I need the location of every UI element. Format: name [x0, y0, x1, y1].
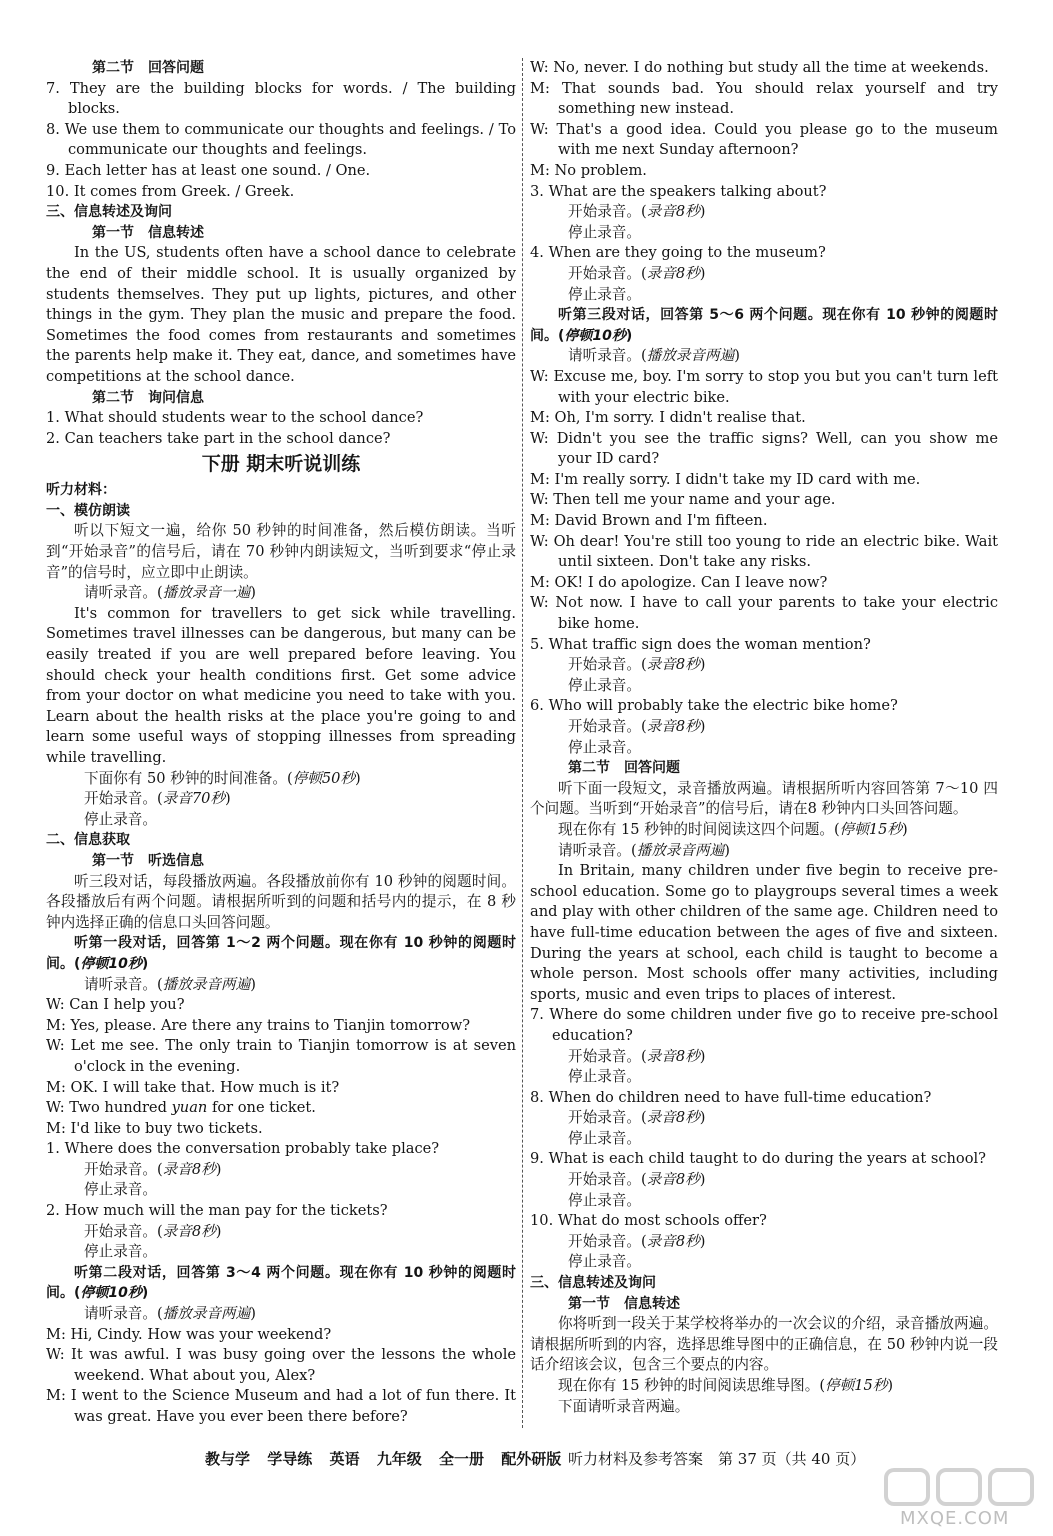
dialogue-line: M: I went to the Science Museum and had a lot of fun there. It was great. Have you ever been there before?: [46, 1387, 516, 1425]
instruction: 停止录音。: [568, 1129, 641, 1147]
text: ): [887, 1377, 894, 1394]
watermark-text: MXQE.COM: [900, 1508, 1010, 1529]
text: 停顿15秒: [825, 1377, 888, 1394]
instruction: [46, 933, 516, 974]
instruction: 停止录音。: [568, 1068, 641, 1086]
instruction: [530, 841, 998, 862]
section-heading: 第二节 回答问题: [92, 60, 204, 76]
instruction: 停止录音。: [84, 1243, 157, 1261]
text: ): [141, 955, 149, 972]
text: W: Two hundred: [46, 1099, 172, 1117]
paragraph: In Britain, many children under five begin to receive pre-school education. Some go to playgroups several times a week and play with other children of the same age. Children need to have full-time education between the ages of five and sixteen. During the years at school, each child is taught to become a whole person. Most schools offer many activities, including sports, music and even trips to places of interest.: [530, 862, 998, 1003]
text: 开始录音。(: [568, 718, 647, 735]
instruction: [530, 717, 998, 738]
question-item: 6. Who will probably take the electric bike home?: [530, 697, 898, 715]
dialogue-line: M: I'd like to buy two tickets.: [46, 1119, 263, 1137]
text: 停顿15秒: [839, 820, 902, 838]
instruction: [530, 655, 998, 676]
text: 停顿50秒: [292, 769, 356, 787]
question-item: 8. When do children need to have full-time education?: [530, 1088, 932, 1106]
instruction: 停止录音。: [84, 1181, 157, 1199]
section-heading: 第一节 信息转述: [568, 1295, 680, 1312]
text: ): [699, 1047, 706, 1065]
text: 录音8秒: [646, 1109, 700, 1127]
dialogue-line: M: Oh, I'm sorry. I didn't realise that.: [530, 409, 806, 427]
question-item: 1. What should students wear to the school dance?: [46, 409, 424, 427]
instruction: 你将听到一段关于某学校将举办的一次会议的介绍，录音播放两遍。请根据所听到的内容，选择思维导图中的正确信息，在 50 秒钟内说一段话介绍该会议，包含三个要点的内容。: [530, 1315, 998, 1374]
dialogue-line: W: That's a good idea. Could you please go to the museum with me next Sunday afternoon?: [530, 120, 998, 159]
dialogue-line: [46, 1098, 516, 1119]
right-column: [530, 58, 998, 1417]
instruction: [46, 583, 516, 604]
text: 录音70秒: [162, 790, 226, 808]
dialogue-line: W: It was awful. I was busy going over the lessons the whole weekend. What about you, Alex?: [46, 1346, 516, 1384]
page-title: 下册 期末听说训练: [201, 453, 361, 476]
instruction: [530, 202, 998, 223]
dialogue-line: M: I'm really sorry. I didn't take my ID card with me.: [530, 470, 921, 488]
instruction: 停止录音。: [568, 285, 641, 303]
text: 开始录音。(: [568, 264, 647, 282]
left-column: [46, 58, 516, 1428]
footer-text: 九年级: [376, 1450, 422, 1468]
text: for one ticket.: [207, 1099, 316, 1117]
text: 播放录音两遍: [162, 1305, 251, 1323]
paragraph: In the US, students often have a school dance to celebrate the end of their middle school. It is usually organized by students themselves. They put up lights, pictures, and other things in the gym. They plan the music and prepare the food. Sometimes the food comes from restaurants and sometimes the parents help make it. They eat, dance, and sometimes have competitions at the school dance.: [46, 244, 516, 385]
text: 播放录音两遍: [162, 975, 251, 993]
instruction: 停止录音。: [568, 1191, 641, 1209]
question-item: 9. What is each child taught to do during the years at school?: [530, 1150, 986, 1168]
instruction: [46, 789, 516, 810]
section-heading: 听力材料：: [46, 482, 116, 499]
question-item: 3. What are the speakers talking about?: [530, 182, 827, 200]
instruction: [530, 1170, 998, 1191]
dialogue-line: W: Not now. I have to call your parents to take your electric bike home.: [530, 594, 998, 633]
column-divider: [522, 58, 523, 1428]
text: 开始录音。(: [568, 1047, 647, 1065]
answer-item: 7. They are the building blocks for words. / The building blocks.: [46, 79, 516, 118]
text: 现在你有 15 秒钟的时间阅读这四个问题。(: [558, 820, 840, 838]
instruction: 停止录音。: [568, 676, 641, 694]
instruction: 听三段对话，每段播放两遍。各段播放前你有 10 秒钟的阅题时间。各段播放后有两个问题。请根据所听到的问题和括号内的提示，在 8 秒钟内选择正确的信息口头回答问题。: [46, 872, 516, 931]
text: ): [215, 1160, 222, 1178]
text: ): [699, 203, 706, 221]
text: 开始录音。(: [84, 1222, 163, 1240]
section-heading: 一、模仿朗读: [46, 502, 130, 519]
text: 请听录音。(: [84, 1305, 163, 1323]
text: ): [215, 1222, 222, 1240]
instruction: 听以下短文一遍，给你 50 秒钟的时间准备，然后模仿朗读。当听到“开始录音”的信号后，请在 70 秒钟内朗读短文，当听到要求“停止录音”的信号时，应立即中止朗读。: [46, 522, 516, 581]
question-item: 7. Where do some children under five go to receive pre-school education?: [530, 1006, 998, 1044]
text: 停顿10秒: [80, 955, 142, 972]
text: 请听录音。(: [84, 584, 163, 602]
instruction: [530, 305, 998, 346]
text: 停顿10秒: [564, 327, 626, 344]
dialogue-line: W: No, never. I do nothing but study all the time at weekends.: [530, 59, 989, 76]
footer-text: 配外研版: [501, 1450, 562, 1468]
text: 录音8秒: [646, 264, 700, 282]
text: 现在你有 15 秒钟的时间阅读思维导图。(: [558, 1377, 826, 1394]
text: 下面你有 50 秒钟的时间准备。(: [84, 769, 293, 787]
section-heading: 第二节 询问信息: [92, 389, 204, 406]
text: yuan: [171, 1099, 208, 1117]
text: 开始录音。(: [84, 1160, 163, 1178]
answer-item: 9. Each letter has at least one sound. / One.: [46, 161, 371, 179]
dialogue-line: W: Let me see. The only train to Tianjin tomorrow is at seven o'clock in the evening.: [46, 1037, 516, 1075]
footer-text: 全一册: [439, 1450, 485, 1468]
dialogue-line: M: OK. I will take that. How much is it?: [46, 1078, 340, 1096]
question-item: 2. Can teachers take part in the school dance?: [46, 429, 391, 447]
dialogue-line: M: Yes, please. Are there any trains to Tianjin tomorrow?: [46, 1016, 471, 1034]
text: 停顿10秒: [80, 1285, 142, 1302]
instruction: [530, 1232, 998, 1253]
text: 录音8秒: [162, 1160, 216, 1178]
text: ): [724, 841, 730, 859]
instruction: 停止录音。: [568, 223, 641, 241]
question-item: 4. When are they going to the museum?: [530, 244, 826, 262]
instruction: [46, 1160, 516, 1181]
text: ): [699, 656, 706, 674]
text: 请听录音。(: [558, 841, 637, 859]
paragraph: It's common for travellers to get sick while travelling. Sometimes travel illnesses can be dangerous, but many can be easily treated if you are well prepared before leaving. You should check your health conditions first. Get some advice from your doctor on what medicine you need to take with you. Learn about the health risks at the place you're going to and learn some useful ways of stopping illnesses from spreading while travelling.: [46, 604, 516, 766]
text: 录音8秒: [162, 1222, 216, 1240]
section-heading: 三、信息转述及询问: [46, 204, 172, 221]
dialogue-line: W: Can I help you?: [46, 996, 185, 1014]
section-heading: 二、信息获取: [46, 832, 130, 849]
footer-text: 教与学: [205, 1450, 251, 1468]
text: 开始录音。(: [568, 1171, 647, 1189]
text: 开始录音。(: [568, 1109, 647, 1127]
instruction: [46, 769, 516, 790]
dialogue-line: W: Didn't you see the traffic signs? Well, can you show me your ID card?: [530, 429, 998, 468]
instruction: [530, 1376, 998, 1397]
text: 开始录音。(: [84, 790, 163, 808]
dialogue-line: M: OK! I do apologize. Can I leave now?: [530, 573, 828, 591]
dialogue-line: W: Oh dear! You're still too young to ride an electric bike. Wait until sixteen. Don't take any risks.: [530, 532, 998, 571]
text: ): [699, 264, 706, 282]
section-heading: 第一节 信息转述: [92, 224, 204, 241]
dialogue-line: M: David Brown and I'm fifteen.: [530, 512, 768, 530]
text: 请听录音。(: [568, 347, 647, 365]
question-item: 10. What do most schools offer?: [530, 1212, 767, 1230]
text: ): [699, 1232, 706, 1250]
instruction: [530, 346, 998, 367]
text: ): [355, 769, 361, 787]
section-heading: 三、信息转述及询问: [530, 1275, 656, 1292]
section-heading: 第一节 听选信息: [92, 852, 204, 869]
text: 听第一段对话，回答第 1～2 两个问题。现在你有 10 秒钟的阅题时间。(: [46, 935, 516, 972]
text: 播放录音两遍: [636, 841, 725, 859]
text: 录音8秒: [646, 203, 700, 221]
text: 播放录音两遍: [646, 347, 735, 365]
dialogue-line: W: Excuse me, boy. I'm sorry to stop you but you can't turn left with your electric bike.: [530, 367, 998, 406]
text: ): [734, 347, 740, 365]
text: 听第三段对话，回答第 5～6 两个问题。现在你有 10 秒钟的阅题时间。(: [530, 307, 998, 344]
instruction: 停止录音。: [84, 810, 157, 828]
text: 开始录音。(: [568, 656, 647, 674]
instruction: [46, 975, 516, 996]
footer-text: 学导练: [267, 1450, 313, 1468]
text: ): [225, 790, 231, 808]
text: ): [141, 1285, 149, 1302]
text: ): [250, 584, 256, 602]
text: ): [699, 1171, 706, 1189]
text: 听第二段对话，回答第 3～4 两个问题。现在你有 10 秒钟的阅题时间。(: [46, 1264, 516, 1302]
footer-text: 英语: [329, 1450, 360, 1468]
dialogue-line: M: No problem.: [530, 161, 647, 179]
text: 录音8秒: [646, 656, 700, 674]
text: 请听录音。(: [84, 975, 163, 993]
instruction: [530, 1108, 998, 1129]
text: ): [699, 1109, 706, 1127]
instruction: [530, 820, 998, 841]
text: ): [699, 718, 706, 735]
text: 录音8秒: [646, 1232, 700, 1250]
dialogue-line: M: That sounds bad. You should relax yourself and try something new instead.: [530, 79, 998, 118]
question-item: 2. How much will the man pay for the tickets?: [46, 1202, 388, 1220]
dialogue-line: W: Then tell me your name and your age.: [530, 491, 836, 509]
text: 播放录音一遍: [162, 584, 251, 602]
instruction: [46, 1304, 516, 1325]
page-number: 听力材料及参考答案 第 37 页（共 40 页）: [568, 1450, 866, 1468]
dialogue-line: M: Hi, Cindy. How was your weekend?: [46, 1325, 332, 1343]
instruction: 停止录音。: [568, 1253, 641, 1271]
text: ): [902, 820, 908, 838]
answer-item: 10. It comes from Greek. / Greek.: [46, 182, 295, 200]
text: 录音8秒: [646, 1047, 700, 1065]
instruction: 听下面一段短文，录音播放两遍。请根据所听内容回答第 7～10 四个问题。当听到“开始录音”的信号后，请在8 秒钟内口头回答问题。: [530, 779, 998, 818]
instruction: [46, 1263, 516, 1304]
question-item: 5. What traffic sign does the woman mention?: [530, 635, 871, 653]
instruction: 下面请听录音两遍。: [558, 1397, 690, 1415]
text: ): [250, 1305, 256, 1323]
text: 录音8秒: [646, 718, 700, 735]
instruction: [530, 264, 998, 285]
text: 开始录音。(: [568, 203, 647, 221]
text: ): [625, 327, 633, 344]
text: 开始录音。(: [568, 1232, 647, 1250]
section-heading: 第二节 回答问题: [568, 760, 680, 777]
text: 录音8秒: [646, 1171, 700, 1189]
text: ): [250, 975, 256, 993]
question-item: 1. Where does the conversation probably take place?: [46, 1140, 440, 1158]
answer-item: 8. We use them to communicate our thoughts and feelings. / To communicate our thoughts and feelings.: [46, 120, 516, 159]
instruction: 停止录音。: [568, 738, 641, 756]
book-title: [205, 1448, 573, 1469]
instruction: [46, 1222, 516, 1243]
instruction: [530, 1047, 998, 1068]
